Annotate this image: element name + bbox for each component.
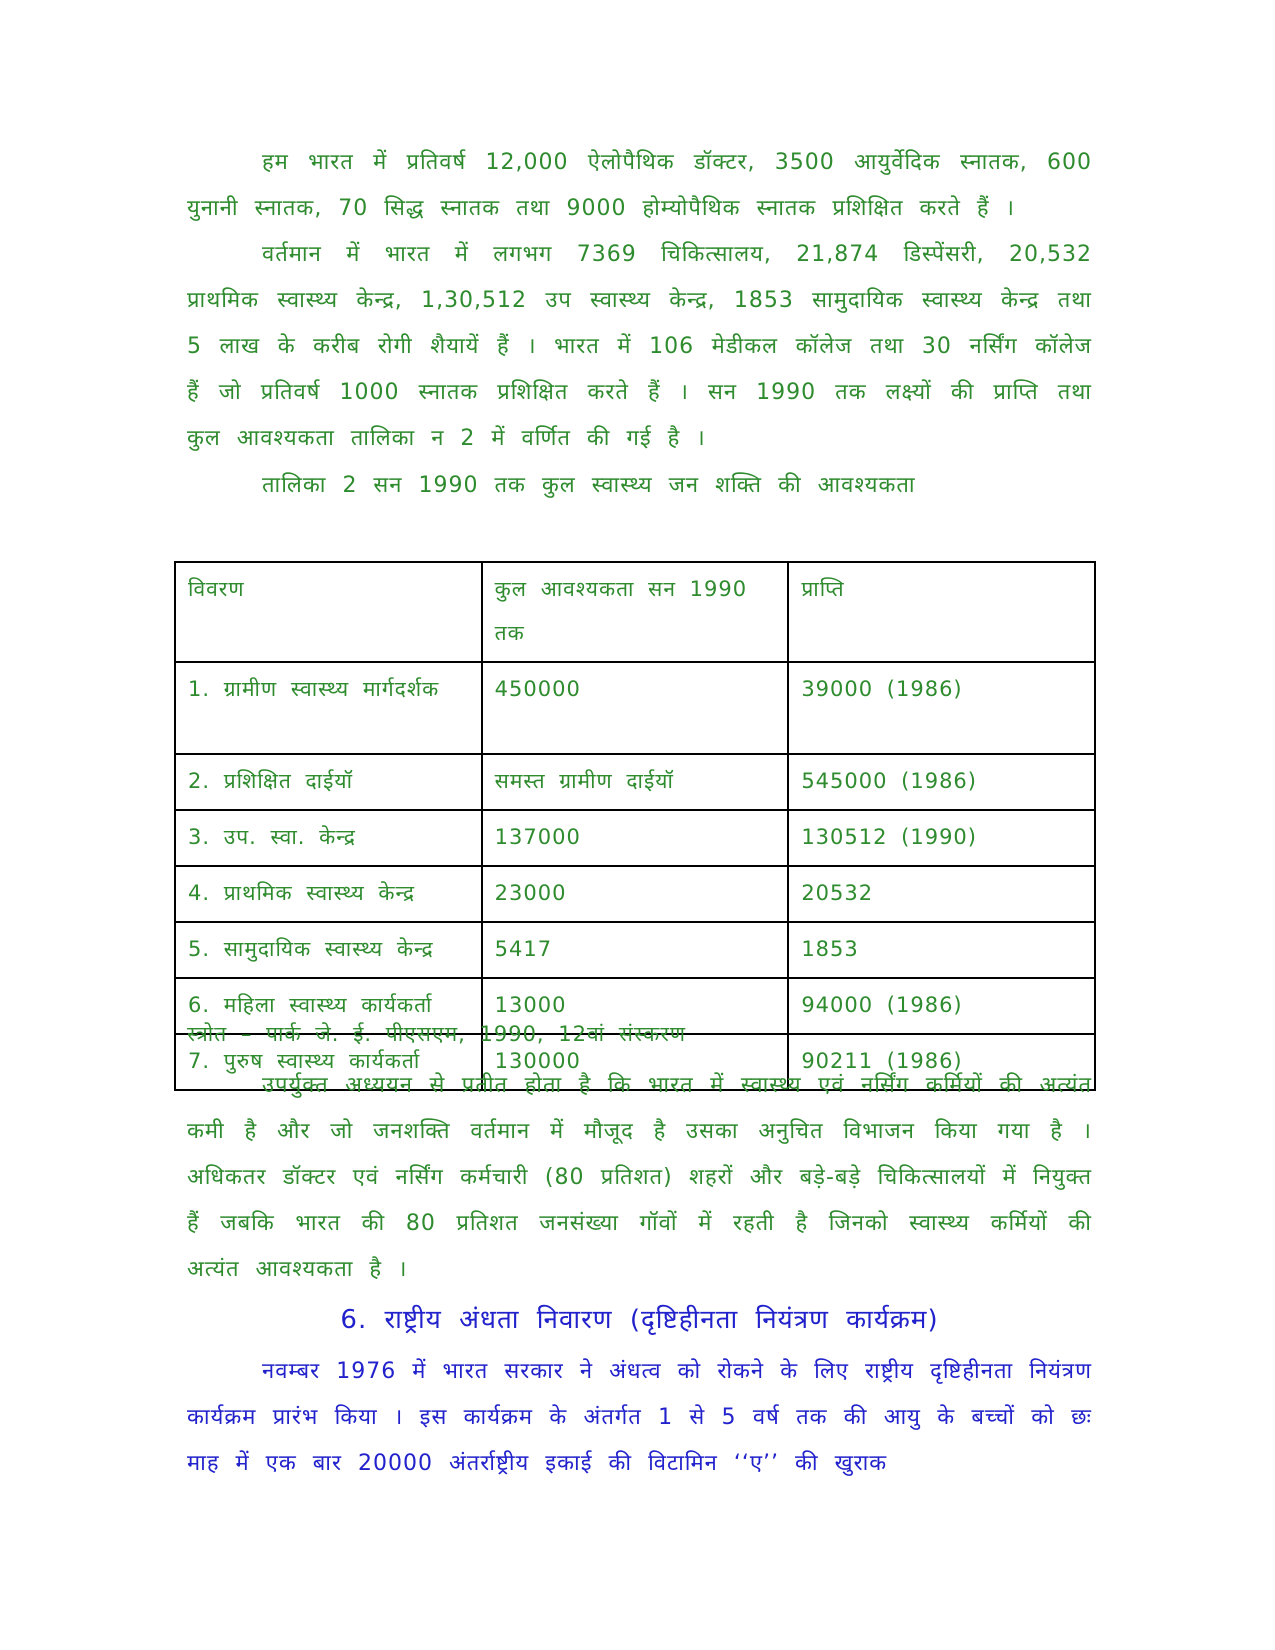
- table-row: [175, 662, 1095, 754]
- paragraph-health-facilities: वर्तमान में भारत में लगभग 7369 चिकित्सालय, 21,874 डिस्पेंसरी, 20,532 प्राथमिक स्वास्थ्य केन्द्र, 1,30,512 उप स्वास्थ्य केन्द्र, 1853 सामुदायिक स्वास्थ्य केन्द्र तथा 5 लाख के करीब रोगी शैयायें हैं । भारत में 106 मेडीकल कॉलेज तथा 30 नर्सिंग कॉलेज हैं जो प्रतिवर्ष 1000 स्नातक प्रशिक्षित करते हैं । सन 1990 तक लक्ष्यों की प्राप्ति तथा कुल आवश्यकता तालिका न 2 में वर्णित की गई है ।: [187, 242, 1092, 451]
- table-cell: 2. प्रशिक्षित दाईयॉ: [175, 754, 482, 810]
- manpower-table: [174, 561, 1096, 1091]
- header-cell: कुल आवश्यकता सन 1990 तक: [482, 562, 789, 662]
- table-cell: 3. उप. स्वा. केन्द्र: [175, 810, 482, 866]
- table-header-row: [175, 562, 1095, 662]
- table-cell: 1853: [788, 922, 1095, 978]
- table-cell: 130512 (1990): [788, 810, 1095, 866]
- table-cell: 39000 (1986): [788, 662, 1095, 754]
- table-row: [175, 810, 1095, 866]
- table-cell: 137000: [482, 810, 789, 866]
- header-cell: विवरण: [175, 562, 482, 662]
- table-row: [175, 754, 1095, 810]
- table-cell: 6. महिला स्वास्थ्य कार्यकर्ता: [175, 978, 482, 1034]
- paragraph-graduates: हम भारत में प्रतिवर्ष 12,000 ऐलोपैथिक डॉक्टर, 3500 आयुर्वेदिक स्नातक, 600 युनानी स्नातक, 70 सिद्ध स्नातक तथा 9000 होम्योपैथिक स्नातक प्रशिक्षित करते हैं ।: [187, 150, 1092, 221]
- table-cell: 94000 (1986): [788, 978, 1095, 1034]
- header-cell: प्राप्ति: [788, 562, 1095, 662]
- table-cell: 13000: [482, 978, 789, 1034]
- table-cell: 130000: [482, 1034, 789, 1090]
- table-cell: 5417: [482, 922, 789, 978]
- upper-text-block: [187, 140, 1092, 508]
- lower-text-block: [187, 1063, 1092, 1487]
- table-row: [175, 922, 1095, 978]
- table-cell: 545000 (1986): [788, 754, 1095, 810]
- table-row: [175, 866, 1095, 922]
- table-cell: 4. प्राथमिक स्वास्थ्य केन्द्र: [175, 866, 482, 922]
- table-cell: समस्त ग्रामीण दाईयॉ: [482, 754, 789, 810]
- paragraph-manpower-shortage: उपर्युक्त अध्ययन से प्रतीत होता है कि भारत में स्वास्थ्य एवं नर्सिंग कर्मियों की अत्यंत कमी है और जो जनशक्ति वर्तमान में मौजूद है उसका अनुचित विभाजन किया गया है । अधिकतर डॉक्टर एवं नर्सिंग कर्मचारी (80 प्रतिशत) शहरों और बड़े-बड़े चिकित्सालयों में नियुक्त हैं जबकि भारत की 80 प्रतिशत जनसंख्या गॉवों में रहती है जिनको स्वास्थ्य कर्मियों की अत्यंत आवश्यकता है ।: [187, 1073, 1092, 1282]
- table-cell: 450000: [482, 662, 789, 754]
- table-cell: 1. ग्रामीण स्वास्थ्य मार्गदर्शक: [175, 662, 482, 754]
- section-heading: 6. राष्ट्रीय अंधता निवारण (दृष्टिहीनता नियंत्रण कार्यक्रम): [340, 1305, 939, 1335]
- table-cell: 90211 (1986): [788, 1034, 1095, 1090]
- table-cell: 23000: [482, 866, 789, 922]
- table-caption: तालिका 2 सन 1990 तक कुल स्वास्थ्य जन शक्ति की आवश्यकता: [262, 473, 916, 498]
- table-cell: 20532: [788, 866, 1095, 922]
- table-cell: 5. सामुदायिक स्वास्थ्य केन्द्र: [175, 922, 482, 978]
- table-cell: 7. पुरुष स्वास्थ्य कार्यकर्ता: [175, 1034, 482, 1090]
- table-source: स्त्रोत – पार्क जे. ई. पीएसएम, 1990, 12वां संस्करण: [187, 1022, 687, 1046]
- paragraph-blindness-program: नवम्बर 1976 में भारत सरकार ने अंधत्व को रोकने के लिए राष्ट्रीय दृष्टिहीनता नियंत्रण कार्यक्रम प्रारंभ किया । इस कार्यक्रम के अंतर्गत 1 से 5 वर्ष तक की आयु के बच्चों को छः माह में एक बार 20000 अंतर्राष्ट्रीय इकाई की विटामिन ‘‘ए’’ की खुराक: [187, 1359, 1092, 1476]
